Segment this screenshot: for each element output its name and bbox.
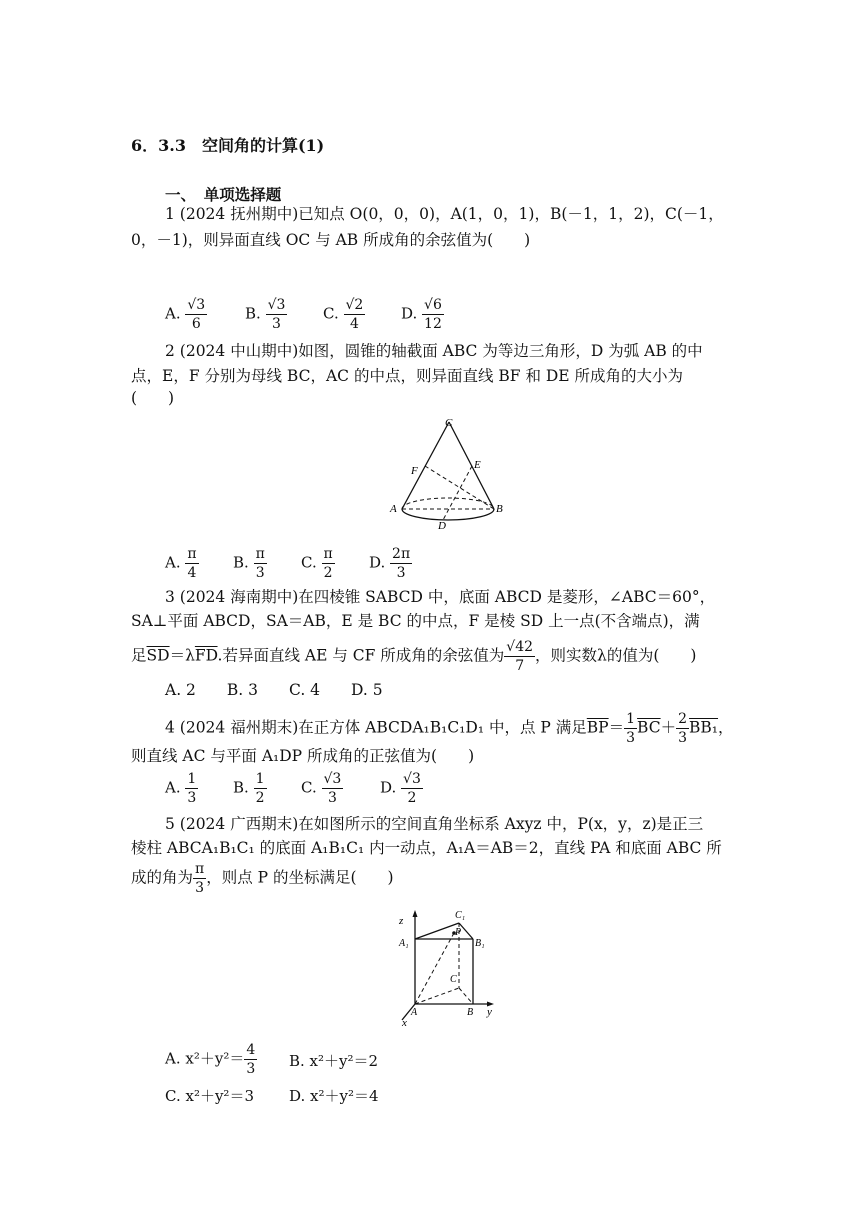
q4-option-a: A. $\frac{1}{3}$	[165, 771, 197, 806]
section-heading: 一、 单项选择题	[165, 185, 282, 204]
cone-generatrix-bc	[449, 422, 494, 509]
label-b: B	[496, 503, 503, 515]
label-b: B	[467, 1007, 474, 1018]
q3-options: A. 2 B. 3 C. 4 D. 5	[165, 681, 383, 699]
label-e: E	[474, 459, 481, 471]
q2-option-a: A. $\frac{\pi}{4}$	[165, 546, 197, 581]
vector-sd: $\overline{SD}$	[146, 646, 170, 665]
label-a1: A₁	[399, 938, 409, 949]
q4-option-d: D. $\frac{√3}{2}$	[380, 771, 421, 806]
q5-line3: 成的角为 $\frac{\pi}{3}$ ，则点 P 的坐标满足( )	[131, 861, 394, 896]
edge-cb	[459, 988, 473, 1004]
vector-bc: $\overline{BC}$	[637, 718, 661, 737]
page-title: 6．3.3 空间角的计算(1)	[131, 136, 325, 155]
q1-option-a: A. $\frac{√3}{6}$	[165, 297, 206, 332]
q3-line3	[131, 638, 696, 675]
q4-option-c: C. $\frac{√3}{3}$	[301, 771, 342, 806]
label-z: z	[399, 915, 404, 927]
q4-line2: 则直线 AC 与平面 A₁DP 所成角的正弦值为( )	[131, 747, 475, 765]
vector-fd: $\overline{FD}$	[194, 646, 218, 665]
label-y: y	[487, 1006, 492, 1018]
cone-base-back	[402, 498, 494, 509]
q2-line2: 点，E，F 分别为母线 BC，AC 的中点，则异面直线 BF 和 DE 所成角的大小为	[131, 367, 684, 385]
q1-line1: 1 (2024 抚州期中)已知点 O(0，0，0)，A(1，0，1)，B(－1，1，2)，C(－1，	[165, 205, 724, 223]
q3-line1: 3 (2024 海南期中)在四棱锥 SABCD 中，底面 ABCD 是菱形，∠ABC＝60°，	[165, 588, 716, 606]
label-a: A	[411, 1007, 418, 1018]
q4-frac-1: $\frac{1}{3}$	[626, 711, 636, 746]
label-d: D	[438, 520, 446, 530]
q5-fraction: $\frac{\pi}{3}$	[195, 861, 205, 896]
vector-bb1: BB₁	[689, 718, 719, 737]
q4-option-b: B. $\frac{1}{2}$	[233, 771, 265, 806]
label-f: F	[411, 465, 418, 477]
q1-option-c: C. $\frac{√2}{4}$	[323, 297, 364, 332]
label-p: P	[455, 927, 462, 938]
q3-text-e: .若异面直线 AE 与 CF 所成角的余弦值为	[217, 646, 505, 665]
q5-line1: 5 (2024 广西期末)在如图所示的空间直角坐标系 Axyz 中，P(x，y，z)是正三	[165, 815, 704, 833]
q1-option-b: B. $\frac{√3}{3}$	[245, 297, 286, 332]
q2-line1: 2 (2024 中山期中)如图，圆锥的轴截面 ABC 为等边三角形，D 为弧 AB 的中	[165, 342, 703, 360]
q2-option-d: D. $\frac{2\pi}{3}$	[369, 546, 411, 581]
label-c: C	[445, 417, 453, 429]
q3-text-a: 足	[131, 646, 147, 665]
cone-figure	[388, 412, 508, 530]
segment-pa	[415, 933, 454, 1004]
q3-fraction: $\frac{√42}{7}$	[506, 639, 534, 674]
q5-option-a: A. x²＋y²＝ $\frac{4}{3}$	[165, 1042, 256, 1077]
cone-generatrix-ac	[402, 422, 449, 509]
q3-text-c: ＝λ	[169, 646, 195, 665]
vector-bp: $\overline{BP}$	[586, 718, 609, 737]
edge-ac	[415, 988, 459, 1004]
prism-figure	[393, 906, 503, 1028]
q1-line2: 0，－1)，则异面直线 OC 与 AB 所成角的余弦值为( )	[131, 231, 531, 249]
q5-option-b: B. x²＋y²＝2	[289, 1052, 379, 1070]
q4-text: 4 (2024 福州期末)在正方体 ABCDA₁B₁C₁D₁ 中，点 P 满足	[165, 718, 587, 737]
q3-text-f: ，则实数λ的值为( )	[535, 646, 697, 665]
q5-option-d: D. x²＋y²＝4	[289, 1087, 379, 1105]
label-b1: B₁	[475, 938, 485, 949]
q5-line2: 棱柱 ABCA₁B₁C₁ 的底面 A₁B₁C₁ 内一动点，A₁A＝AB＝2，直线 PA 和底面 ABC 所	[131, 839, 722, 857]
q2-option-b: B. $\frac{\pi}{3}$	[233, 546, 265, 581]
q2-line3: ( )	[131, 389, 175, 407]
q1-option-d: D. $\frac{√6}{12}$	[401, 297, 442, 332]
q5-option-c: C. x²＋y²＝3	[165, 1087, 254, 1105]
q3-line2: SA⊥平面 ABCD，SA＝AB，E 是 BC 的中点，F 是棱 SD 上一点(不含端点)，满	[131, 612, 700, 630]
label-a: A	[390, 503, 397, 515]
q2-option-c: C. $\frac{\pi}{2}$	[301, 546, 333, 581]
label-c1: C₁	[455, 910, 466, 921]
q4-frac-2: $\frac{2}{3}$	[678, 711, 688, 746]
label-x: x	[402, 1017, 407, 1028]
label-c: C	[450, 974, 457, 985]
q4-line1: 4 (2024 福州期末)在正方体 ABCDA₁B₁C₁D₁ 中，点 P 满足$\overline{BP}=$ $\frac{1}{3}$ $\overline{BC}+$ $\frac{2}{3}$ BB₁，	[165, 711, 734, 746]
